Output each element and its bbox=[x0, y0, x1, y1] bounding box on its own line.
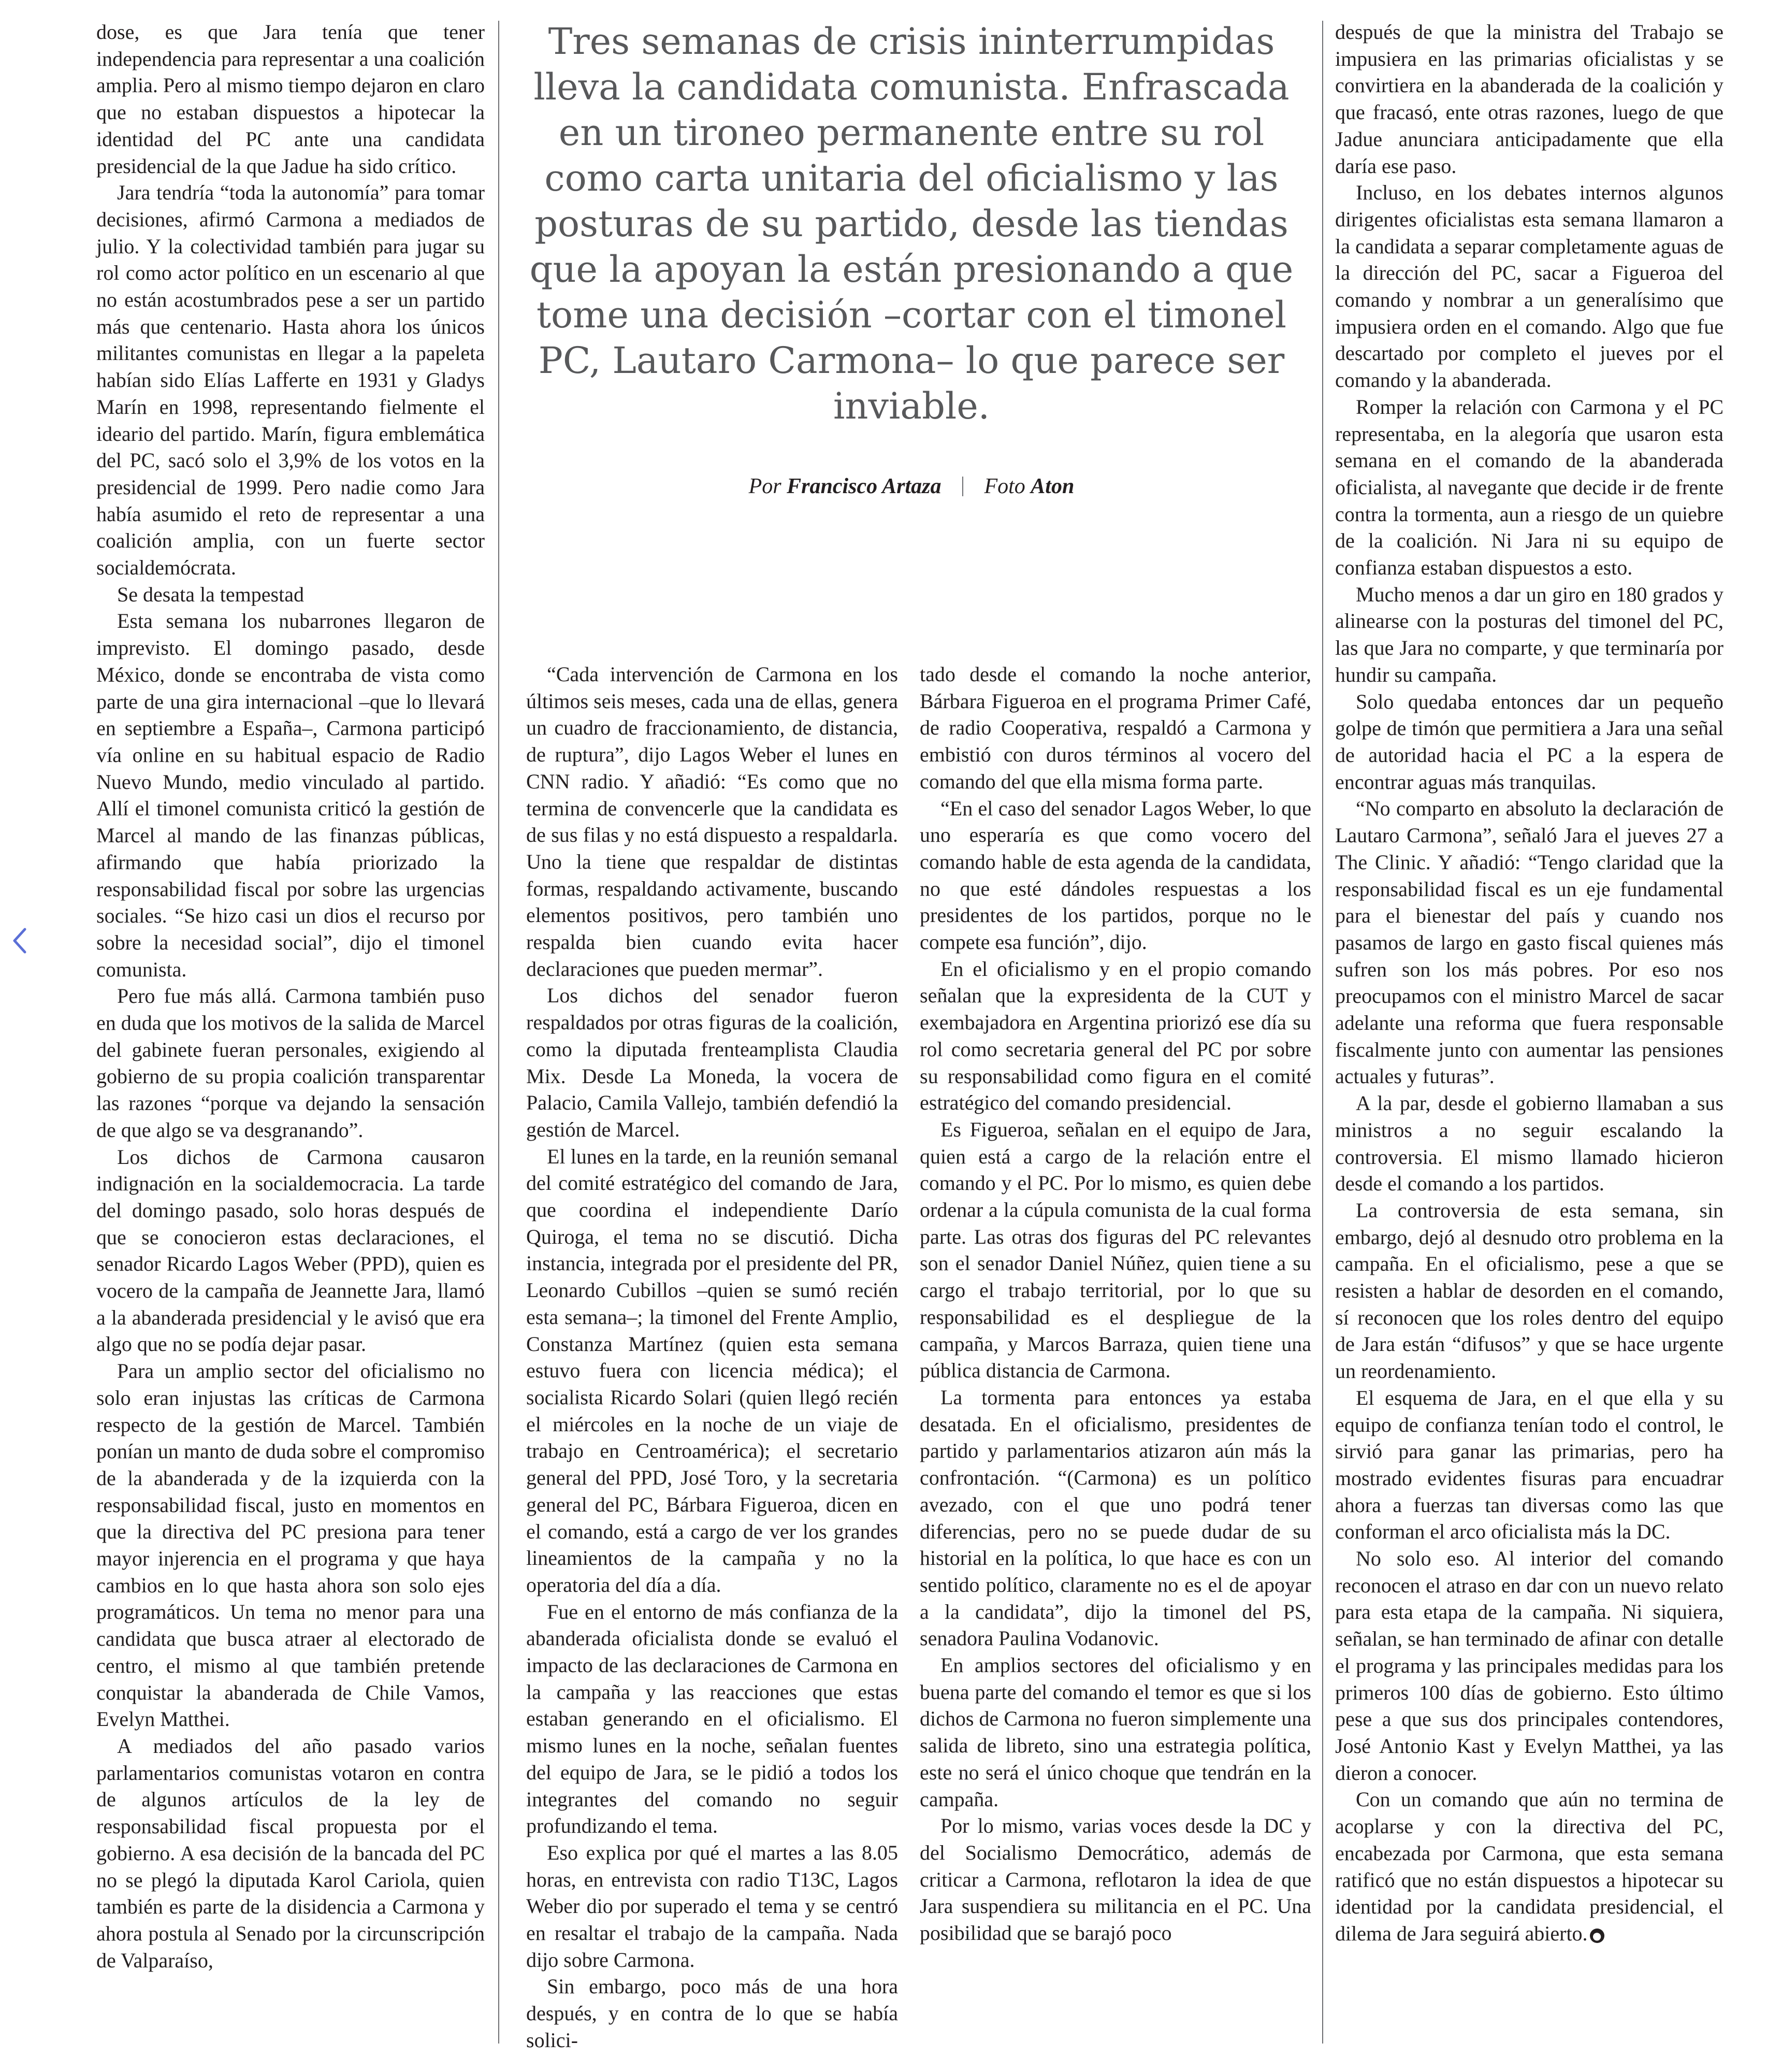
column-rule-right bbox=[1322, 21, 1323, 2044]
author-name: Francisco Artaza bbox=[787, 474, 942, 498]
paragraph: En el oficialismo y en el propio comando señalan que la expresidenta de la CUT y exembajadora en Argentina priorizó ese día su rol como secretaria general del PC por sobre su responsabilidad como figura en el comité estratégico del comando presidencial. bbox=[920, 957, 1311, 1115]
paragraph: “En el caso del senador Lagos Weber, lo que uno esperaría es que como vocero del comando hable de esta agenda de la candidata, no que esté dándoles respuestas a los presidentes de los partidos, porque no le compete esa función”, dijo. bbox=[920, 796, 1311, 954]
byline-foto-label: Foto bbox=[984, 474, 1025, 498]
paragraph: Para un amplio sector del oficialismo no solo eran injustas las críticas de Carmona respecto de la gestión de Marcel. También ponían un manto de duda sobre el compromiso de la abanderada y de la izquierda con la responsabilidad fiscal, justo en momentos en que la directiva del PC presiona para tener mayor injerencia en el programa y que haya cambios en lo que hasta ahora son solo ejes programáticos. Un tema no menor para una candidata que busca atraer al electorado de centro, el mismo al que también pretende conquistar la abanderada de Chile Vamos, Evelyn Matthei. bbox=[96, 1359, 485, 1731]
paragraph: “No comparto en absoluto la declaración de Lautaro Carmona”, señaló Jara el jueves 27 a The Clinic. Y añadió: “Tengo claridad que la responsabilidad fiscal es un eje fundamental para el bienestar del país y cuando nos pasamos de largo en gasto fiscal quienes más sufren son los más pobres. Por eso nos preocupamos con el ministro Marcel de sacar adelante una reforma que fuera responsable fiscalmente junto con aumentar las pensiones actuales y futuras”. bbox=[1335, 797, 1723, 1088]
paragraph: “Cada intervención de Carmona en los últimos seis meses, cada una de ellas, genera un cuadro de fraccionamiento, de distancia, de ruptura”, dijo Lagos Weber el lunes en CNN radio. Y añadió: “Es como que no termina de convencerle que la candidata es de sus filas y no está dispuesto a respaldarla. Uno la tiene que respaldar de distintas formas, respaldando activamente, buscando elementos positivos, pero también uno respalda bien cuando evita hacer declaraciones que pueden mermar”. bbox=[526, 663, 898, 981]
paragraph: después de que la ministra del Trabajo se impusiera en las primarias oficialistas y se convirtiera en la abanderada de la coalición y que fracasó, ente otras razones, luego de que Jadue anunciara anticipadamente que ella daría ese paso. bbox=[1335, 20, 1723, 178]
end-of-article-icon: ● bbox=[1590, 1929, 1604, 1943]
pull-quote: Tres semanas de crisis ininterrumpidas lleva la candidata comunista. Enfrascada en un tironeo permanente entre su rol como carta unitaria del oficialismo y las posturas de su partido, desde las tiendas que la apoyan la están presionando a que tome una decisión –cortar con el timonel PC, Lautaro Carmona– lo que parece ser inviable. bbox=[529, 20, 1294, 427]
paragraph: La tormenta para entonces ya estaba desatada. En el oficialismo, presidentes de partido y parlamentarios atizaron aún más la confrontación. “(Carmona) es un político avezado, con el que uno podrá tener diferencias, pero no se puede dudar de su historial en la política, lo que hace es con un sentido político, claramente no es el de apoyar a la candidata”, dijo la timonel del PS, senadora Paulina Vodanovic. bbox=[920, 1385, 1311, 1650]
paragraph: Por lo mismo, varias voces desde la DC y del Socialismo Democrático, además de criticar a Carmona, reflotaron la idea de que Jara suspendiera su militancia en el PC. Una posibilidad que se barajó poco bbox=[920, 1814, 1311, 1945]
paragraph: Los dichos del senador fueron respaldados por otras figuras de la coalición, como la diputada frenteamplista Claudia Mix. Desde La Moneda, la vocera de Palacio, Camila Vallejo, también defendió la gestión de Marcel. bbox=[526, 984, 898, 1141]
paragraph: Pero fue más allá. Carmona también puso en duda que los motivos de la salida de Marcel del gabinete fueran personales, exigiendo al gobierno de su propia coalición transparentar las razones “porque va dejando la sensación de que algo se va desgranando”. bbox=[96, 984, 485, 1142]
paragraph: Solo quedaba entonces dar un pequeño golpe de timón que permitiera a Jara una señal de autoridad hacia el PC a la espera de encontrar aguas más tranquilas. bbox=[1335, 689, 1723, 794]
paragraph: A la par, desde el gobierno llamaban a sus ministros a no seguir escalando la controversia. El mismo llamado hicieron desde el comando a los partidos. bbox=[1335, 1091, 1723, 1196]
article-column-2 bbox=[526, 661, 898, 2054]
paragraph: Fue en el entorno de más confianza de la abanderada oficialista donde se evaluó el impacto de las declaraciones de Carmona en la campaña y las reacciones que estas estaban generando en el oficialismo. El mismo lunes en la noche, señalan fuentes del equipo de Jara, se le pidió a todos los integrantes del comando no seguir profundizando el tema. bbox=[526, 1600, 898, 1838]
paragraph: El esquema de Jara, en el que ella y su equipo de confianza tenían todo el control, le sirvió para ganar las primarias, pero ha mostrado evidentes fisuras para encuadrar ahora a fuerzas tan diversas como las que conforman el arco oficialista más la DC. bbox=[1335, 1386, 1723, 1544]
column-rule-left bbox=[498, 21, 499, 2044]
paragraph: El lunes en la tarde, en la reunión semanal del comité estratégico del comando de Jara, que coordina el independiente Darío Quiroga, el tema no se discutió. Dicha instancia, integrada por el presidente del PR, Leonardo Cubillos –quien se sumó recién esta semana–; la timonel del Frente Amplio, Constanza Martínez (quien esta semana estuvo fuera con licencia médica); el socialista Ricardo Solari (quien llegó recién el miércoles en la noche de un viaje de trabajo en Centroamérica); el secretario general del PPD, José Toro, y la secretaria general del PC, Bárbara Figueroa, dicen en el comando, está a cargo de ver los grandes lineamientos de la campaña y no la operatoria del día a día. bbox=[526, 1144, 898, 1596]
article-column-3 bbox=[920, 661, 1311, 1947]
paragraph-last bbox=[1335, 1786, 1723, 1947]
paragraph: dose, es que Jara tenía que tener independencia para representar a una coalición amplia. Pero al mismo tiempo dejaron en claro que no estaban dispuestos a hipotecar la identidad del PC ante una candidata presidencial de la que Jadue ha sido crítico. bbox=[96, 20, 485, 178]
paragraph-text: Con un comando que aún no termina de acoplarse y con la directiva del PC, encabezada por Carmona, que esta semana ratificó que no están dispuestos a hipotecar su identidad por la candidata presidencial, el dilema de Jara seguirá abierto. bbox=[1335, 1788, 1723, 1945]
paragraph: Sin embargo, poco más de una hora después, y en contra de lo que se había solici- bbox=[526, 1975, 898, 2052]
paragraph: En amplios sectores del oficialismo y en buena parte del comando el temor es que si los dichos de Carmona no fueron simplemente una salida de libreto, sino una estrategia política, este no será el único choque que tendrán en la campaña. bbox=[920, 1653, 1311, 1811]
byline bbox=[518, 474, 1305, 499]
paragraph: Los dichos de Carmona causaron indignación en la socialdemocracia. La tarde del domingo pasado, solo horas después de que se conocieron estas declaraciones, el senador Ricardo Lagos Weber (PPD), quien es vocero de la campaña de Jeannette Jara, llamó a la abanderada presidencial y le avisó que era algo que no se podía dejar pasar. bbox=[96, 1145, 485, 1356]
paragraph: Mucho menos a dar un giro en 180 grados y alinearse con la posturas del timonel del PC, las que Jara no comparte, y que terminaría por hundir su campaña. bbox=[1335, 582, 1723, 686]
paragraph: No solo eso. Al interior del comando reconocen el atraso en dar con un nuevo relato para esta etapa de la campaña. Ni siquiera, señalan, se han terminado de afinar con detalle el programa y las principales medidas para los primeros 100 días de gobierno. Esto último pese a que sus dos principales contendores, José Antonio Kast y Evelyn Matthei, ya las dieron a conocer. bbox=[1335, 1547, 1723, 1785]
paragraph: Esta semana los nubarrones llegaron de imprevisto. El domingo pasado, desde México, donde se encontraba de vista como parte de una gira internacional –que lo llevará en septiembre a España–, Carmona participó vía online en su habitual espacio de Radio Nuevo Mundo, medio vinculado al partido. Allí el timonel comunista criticó la gestión de Marcel al mando de las finanzas públicas, afirmando que había priorizado la responsabilidad fiscal por sobre las urgencias sociales. “Se hizo casi un dios el recurso por sobre la necesidad social”, dijo el timonel comunista. bbox=[96, 609, 485, 981]
article-column-1 bbox=[96, 19, 485, 1974]
paragraph: Romper la relación con Carmona y el PC representaba, en la alegoría que usaron esta semana en el comando de la abanderada oficialista, al navegante que decide ir de frente contra la tormenta, aun a riesgo de un quiebre de la coalición. Ni Jara ni su equipo de confianza estaban dispuestos a esto. bbox=[1335, 395, 1723, 580]
paragraph: Eso explica por qué el martes a las 8.05 horas, en entrevista con radio T13C, Lagos Weber dio por superado el tema y se centró en resaltar el trabajo de la campaña. Nada dijo sobre Carmona. bbox=[526, 1840, 898, 1972]
byline-separator bbox=[962, 477, 963, 496]
chevron-left-icon[interactable] bbox=[9, 925, 30, 956]
paragraph: tado desde el comando la noche anterior, Bárbara Figueroa en el programa Primer Café, de radio Cooperativa, respaldó a Carmona y embistió con duros términos al vocero del comando del que ella misma forma parte. bbox=[920, 663, 1311, 793]
paragraph: Es Figueroa, señalan en el equipo de Jara, quien está a cargo de la relación entre el comando y el PC. Por lo mismo, es quien debe ordenar a la cúpula comunista de la cual forma parte. Las otras dos figuras del PC relevantes son el senador Daniel Núñez, quien tiene a su cargo el trabajo territorial, por lo que su responsabilidad es el despliegue de la campaña, y Marcos Barraza, quien tiene una pública distancia de Carmona. bbox=[920, 1117, 1311, 1383]
byline-por-label: Por bbox=[748, 474, 781, 498]
paragraph: A mediados del año pasado varios parlamentarios comunistas votaron en contra de algunos artículos de la ley de responsabilidad fiscal propuesta por el gobierno. A esa decisión de la bancada del PC no se plegó la diputada Karol Cariola, quien también es parte de la disidencia a Carmona y ahora postula al Senado por la circunscripción de Valparaíso, bbox=[96, 1734, 485, 1972]
paragraph: Incluso, en los debates internos algunos dirigentes oficialistas esta semana llamaron a la candidata a separar completamente aguas de la dirección del PC, sacar a Figueroa del comando y nombrar a un generalísimo que impusiera orden en el comando. Algo que fue descartado por completo el jueves por el comando y la abanderada. bbox=[1335, 181, 1723, 392]
paragraph: Jara tendría “toda la autonomía” para tomar decisiones, afirmó Carmona a mediados de julio. Y la colectividad también para jugar su rol como actor político en un escenario al que no están acostumbrados pese a ser un partido más que centenario. Hasta ahora los únicos militantes comunistas en llegar a la papeleta habían sido Elías Lafferte en 1931 y Gladys Marín en 1998, representando fielmente el ideario del partido. Marín, figura emblemática del PC, sacó solo el 3,9% de los votos en la presidencial de 1999. Pero nadie como Jara había asumido el reto de representar a una coalición amplia, con un fuerte sector socialdemócrata. bbox=[96, 181, 485, 580]
section-subheading: Se desata la tempestad bbox=[117, 582, 304, 606]
paragraph: La controversia de esta semana, sin embargo, dejó al desnudo otro problema en la campaña. En el oficialismo, pese a que se resisten a hablar de desorden en el comando, sí reconocen que los roles dentro del equipo de Jara están “difusos” y que se hace urgente un reordenamiento. bbox=[1335, 1198, 1723, 1383]
photographer-name: Aton bbox=[1031, 474, 1075, 498]
article-column-4 bbox=[1335, 19, 1723, 1947]
